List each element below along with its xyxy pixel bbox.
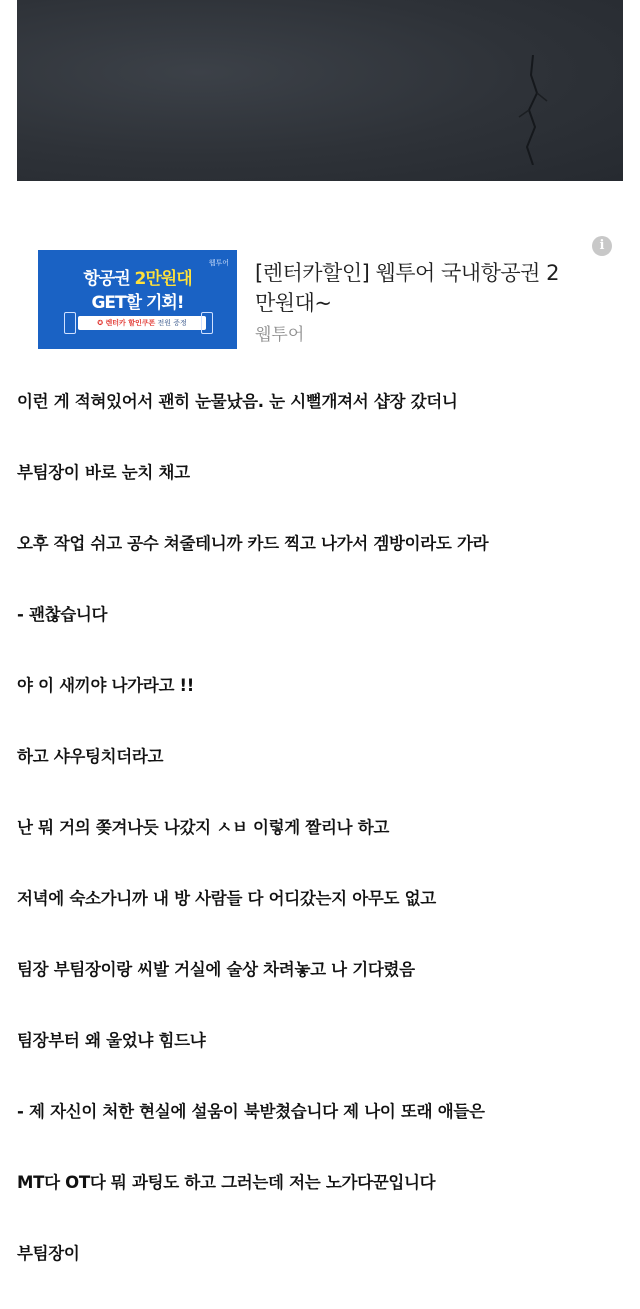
- post-line: - 제 자신이 처한 현실에 설움이 북받쳤습니다 제 나이 또래 애들은: [17, 1102, 485, 1121]
- ad-banner-headline: 항공권 2만원대: [83, 269, 192, 289]
- ad-source: 웹투어: [255, 325, 305, 345]
- post-photo: [17, 0, 623, 181]
- post-line: 부팀장이: [17, 1244, 80, 1263]
- post-line: 저녁에 숙소가니까 내 방 사람들 다 어디갔는지 아무도 없고: [17, 889, 436, 908]
- ad-banner-coupon: ✪ 렌터카 할인쿠폰 전원 증정: [78, 316, 206, 330]
- ad-title-link[interactable]: [렌터카할인] 웹투어 국내항공권 2만원대~: [255, 261, 559, 315]
- post-line: 팀장부터 왜 울었냐 힘드냐: [17, 1031, 206, 1050]
- post-line: - 괜찮습니다: [17, 605, 108, 624]
- info-icon[interactable]: i: [592, 236, 612, 256]
- post-line: 이런 게 적혀있어서 괜히 눈물났음. 눈 시뻘개져서 샵장 갔더니: [17, 392, 458, 411]
- ticket-icon: [201, 312, 213, 334]
- ad-banner-brand: 웹투어: [208, 259, 229, 267]
- ad-banner-subheadline: GET할 기회!: [91, 293, 184, 313]
- post-line: 오후 작업 쉬고 공수 쳐줄테니까 카드 찍고 나가서 겜방이라도 가라: [17, 534, 489, 553]
- post-line: 야 이 새끼야 나가라고 !!: [17, 676, 194, 695]
- post-line: 부팀장이 바로 눈치 채고: [17, 463, 190, 482]
- post-line: MT다 OT다 뭐 과팅도 하고 그러는데 저는 노가다꾼입니다: [17, 1173, 436, 1192]
- ad-banner-image[interactable]: [38, 250, 237, 349]
- post-line: 하고 샤우팅치더라고: [17, 747, 164, 766]
- post-body: [17, 386, 623, 1309]
- ticket-icon: [64, 312, 76, 334]
- post-line: 팀장 부팀장이랑 씨발 거실에 술상 차려놓고 나 기다렸음: [17, 960, 415, 979]
- sponsored-ad[interactable]: [38, 236, 618, 354]
- post-line: 난 뭐 거의 쫒겨나듯 나갔지 ㅅㅂ 이렇게 짤리나 하고: [17, 818, 389, 837]
- wall-crack-mark: [513, 55, 553, 165]
